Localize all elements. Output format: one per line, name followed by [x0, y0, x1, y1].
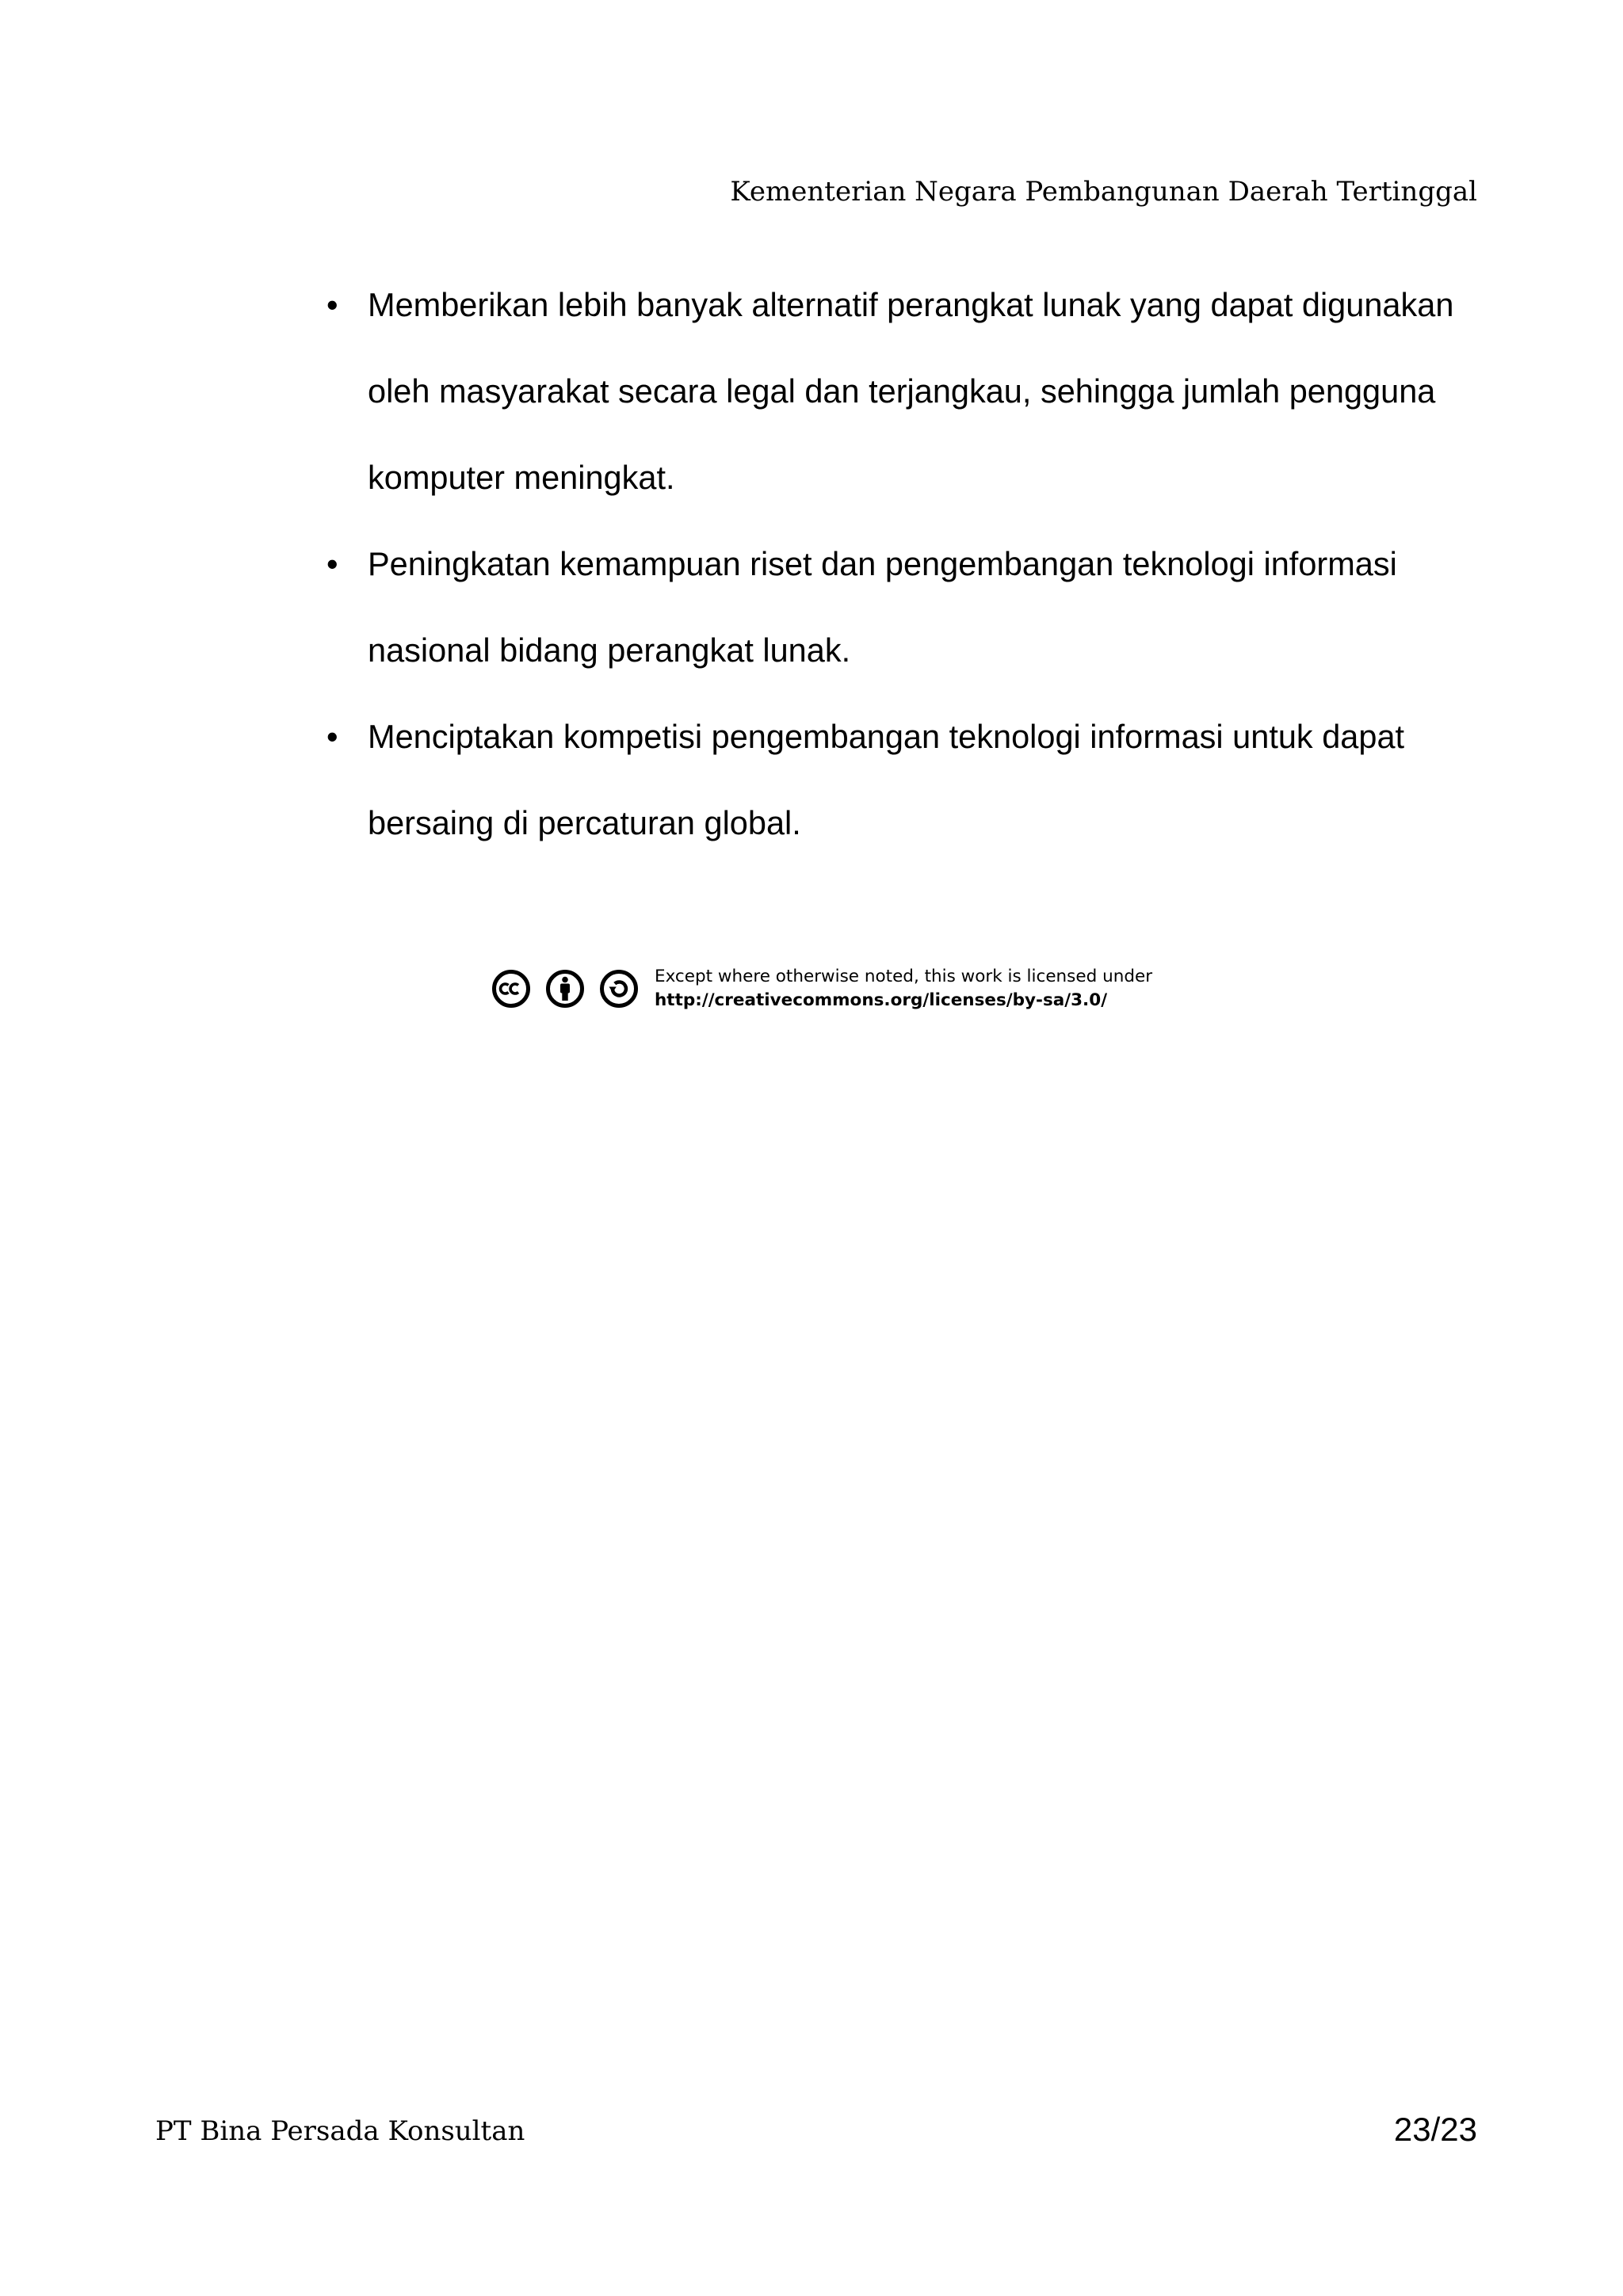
bullet-icon: •	[327, 718, 338, 755]
bullet-item	[327, 261, 1484, 521]
bullet-icon: •	[327, 545, 338, 582]
page-number: 23/23	[1393, 2111, 1477, 2148]
bullet-line: oleh masyarakat secara legal dan terjangkau, sehingga jumlah pengguna	[368, 372, 1436, 410]
license-block	[491, 965, 1152, 1013]
share-alike-icon	[599, 969, 639, 1009]
page-header: Kementerian Negara Pembangunan Daerah Tertinggal	[730, 176, 1477, 208]
license-link[interactable]: http://creativecommons.org/licenses/by-sa/3.0/	[655, 990, 1108, 1010]
bullet-icon: •	[327, 286, 338, 323]
bullet-item	[327, 693, 1484, 866]
license-notice: Except where otherwise noted, this work is licensed under	[655, 967, 1153, 986]
cc-icon	[491, 969, 531, 1009]
bullet-line: komputer meningkat.	[368, 459, 675, 496]
license-text	[655, 965, 1152, 1013]
bullet-line: Menciptakan kompetisi pengembangan teknologi informasi untuk dapat	[368, 718, 1405, 755]
bullet-line: Memberikan lebih banyak alternatif perangkat lunak yang dapat digunakan	[368, 286, 1454, 323]
bullet-line: bersaing di percaturan global.	[368, 804, 801, 841]
bullet-list	[327, 261, 1484, 866]
attribution-icon	[545, 969, 585, 1009]
bullet-item	[327, 521, 1484, 693]
footer-company: PT Bina Persada Konsultan	[155, 2115, 525, 2147]
bullet-line: Peningkatan kemampuan riset dan pengembangan teknologi informasi	[368, 545, 1397, 582]
bullet-line: nasional bidang perangkat lunak.	[368, 631, 851, 669]
